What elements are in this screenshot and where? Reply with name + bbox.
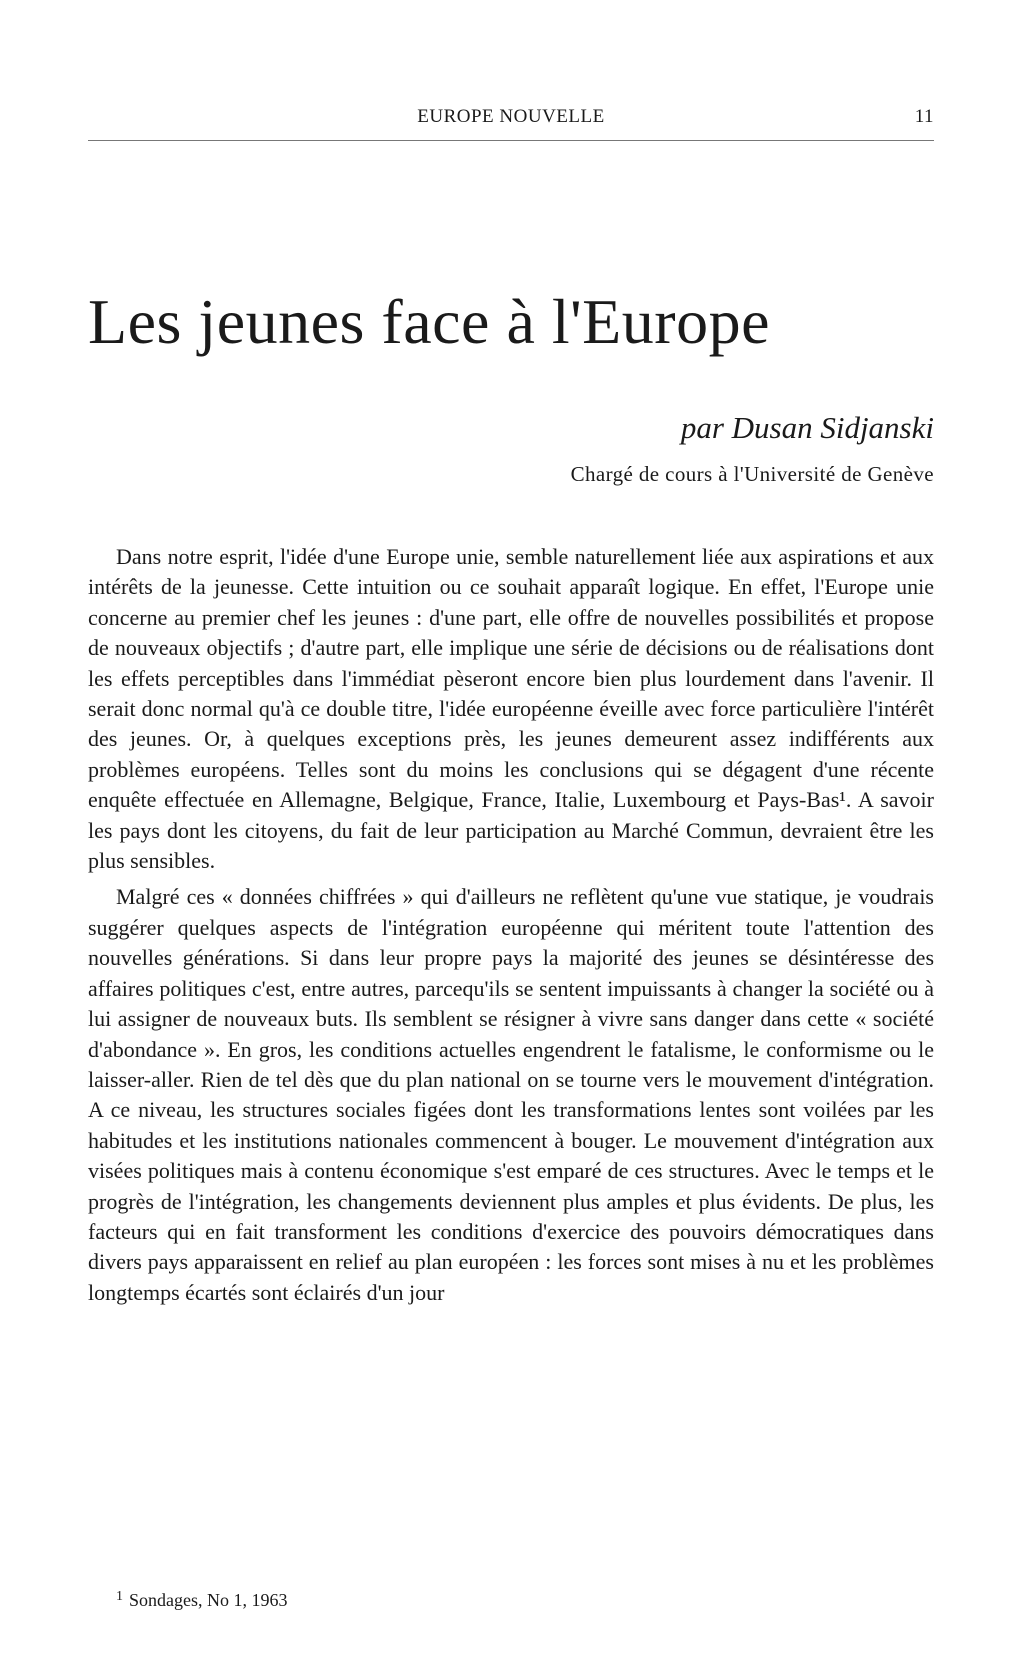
author-byline: par Dusan Sidjanski <box>680 410 934 445</box>
running-header <box>88 104 934 134</box>
footnote <box>116 1590 288 1611</box>
footnote-text: Sondages, No 1, 1963 <box>129 1590 288 1610</box>
footnote-marker: 1 <box>116 1589 123 1604</box>
header-divider <box>88 140 934 141</box>
article-title: Les jeunes face à l'Europe <box>88 286 770 357</box>
paragraph: Dans notre esprit, l'idée d'une Europe unie, semble naturellement liée aux aspirations et aux intérêts de la jeunesse. Cette intuition ou ce souhait apparaît logique. En effet, l'Europe unie concerne au premier chef les jeunes : d'une part, elle offre de nouvelles possibilités et propose de nouveaux objectifs ; d'autre part, elle implique une série de décisions ou de réalisations dont les effets perceptibles dans l'immédiat pèseront encore bien plus lourdement dans l'avenir. Il serait donc normal qu'à ce double titre, l'idée européenne éveille avec force particulière l'intérêt des jeunes. Or, à quelques exceptions près, les jeunes demeurent assez indifférents aux problèmes européens. Telles sont du moins les conclusions qui se dégagent d'une récente enquête effectuée en Allemagne, Belgique, France, Italie, Luxembourg et Pays-Bas¹. A savoir les pays dont les citoyens, du fait de leur participation au Marché Commun, devraient être les plus sensibles. <box>88 544 934 874</box>
paragraph: Malgré ces « données chiffrées » qui d'ailleurs ne reflètent qu'une vue statique, je voudrais suggérer quelques aspects de l'intégration européenne qui méritent toute l'attention des nouvelles générations. Si dans leur propre pays la majorité des jeunes se désintéresse des affaires politiques c'est, entre autres, parcequ'ils se sentent impuissants à changer la société ou à lui assigner de nouveaux buts. Ils semblent se résigner à vivre sans danger dans cette « société d'abondance ». En gros, les conditions actuelles engendrent le fatalisme, le conformisme ou le laisser-aller. Rien de tel dès que du plan national on se tourne vers le mouvement d'intégration. A ce niveau, les structures sociales figées dont les transformations lentes sont voilées par les habitudes et les institutions nationales commencent à bouger. Le mouvement d'intégration aux visées politiques mais à contenu économique s'est emparé de ces structures. Avec le temps et le progrès de l'intégration, les changements deviennent plus amples et plus évidents. De plus, les facteurs qui en fait transforment les conditions d'exercice des pouvoirs démocratiques dans divers pays apparaissent en relief au plan européen : les forces sont mises à nu et les problèmes longtemps écartés sont éclairés d'un jour <box>88 884 934 1305</box>
author-affiliation: Chargé de cours à l'Université de Genève <box>570 462 934 486</box>
article-body <box>88 542 934 1314</box>
page-number: 11 <box>914 106 934 127</box>
running-title: EUROPE NOUVELLE <box>417 106 605 127</box>
